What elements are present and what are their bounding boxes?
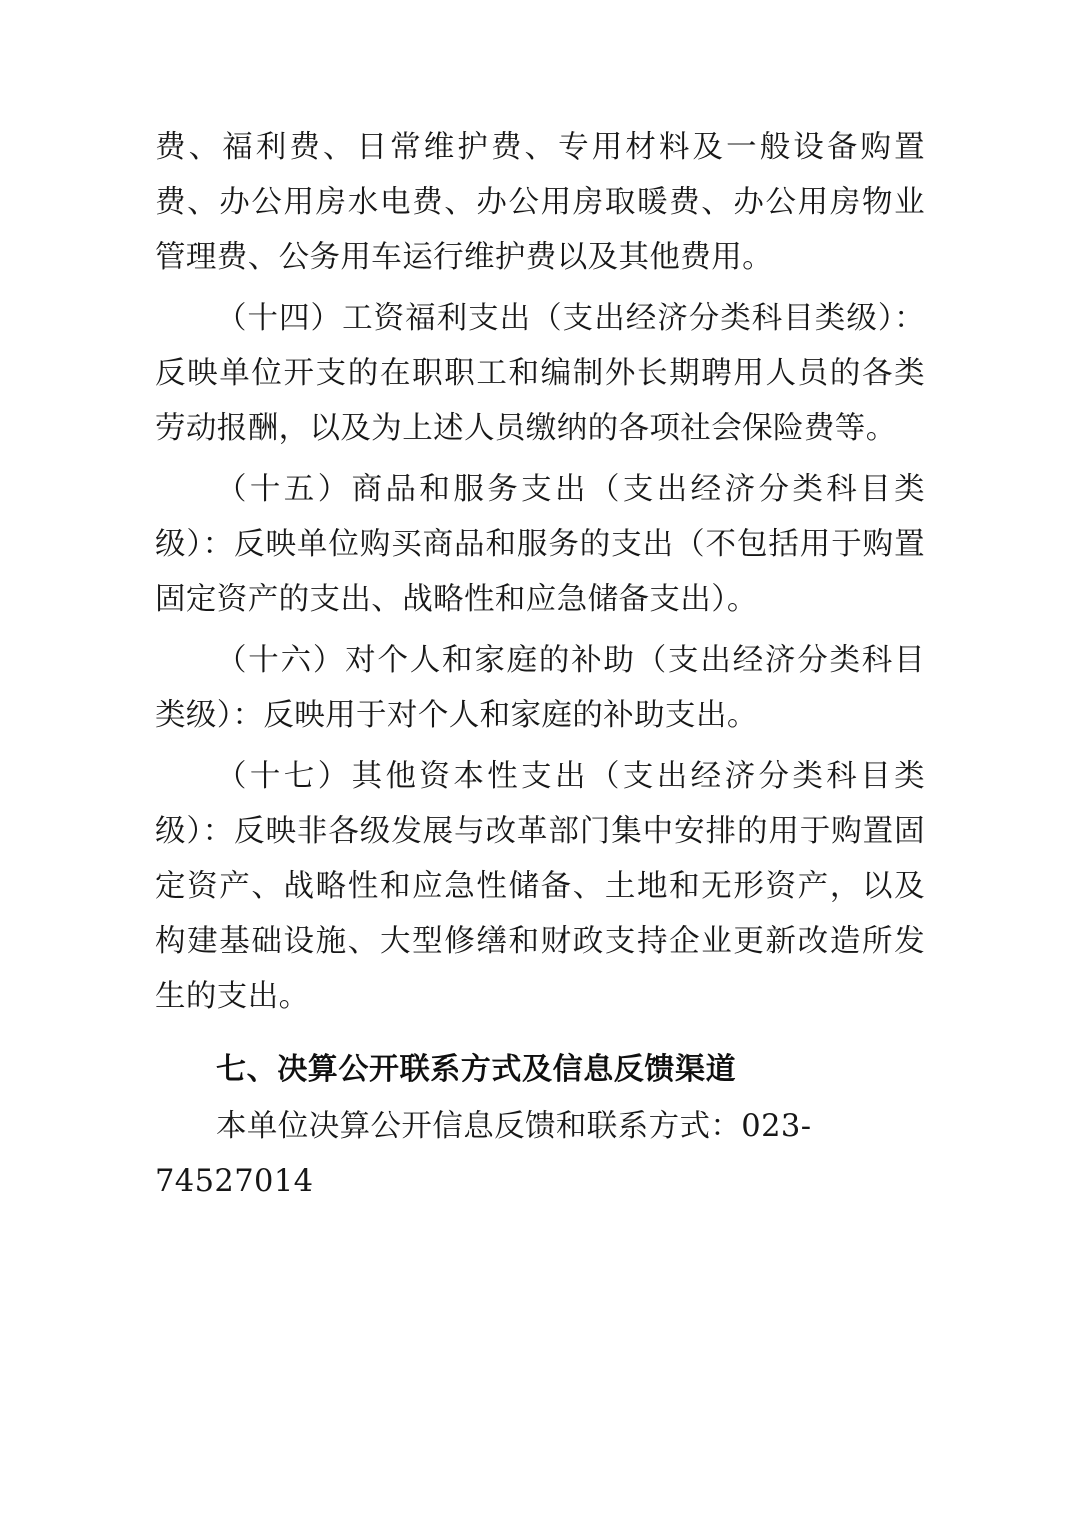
document-body bbox=[155, 120, 925, 1209]
section-heading-seven: 七、决算公开联系方式及信息反馈渠道 bbox=[216, 1052, 737, 1087]
paragraph-item-14: （十四）工资福利支出（支出经济分类科目类级）：反映单位开支的在职职工和编制外长期聘用人员的各类劳动报酬，以及为上述人员缴纳的各项社会保险费等。 bbox=[155, 301, 925, 446]
paragraph-item-15: （十五）商品和服务支出（支出经济分类科目类级）：反映单位购买商品和服务的支出（不包括用于购置固定资产的支出、战略性和应急储备支出）。 bbox=[155, 472, 925, 617]
paragraph-item-17: （十七）其他资本性支出（支出经济分类科目类级）：反映非各级发展与改革部门集中安排的用于购置固定资产、战略性和应急性储备、土地和无形资产，以及构建基础设施、大型修缮和财政支持企业更新改造所发生的支出。 bbox=[155, 759, 925, 1014]
paragraph-item-16: （十六）对个人和家庭的补助（支出经济分类科目类级）：反映用于对个人和家庭的补助支出。 bbox=[155, 643, 925, 733]
paragraph-continued-expense-list: 费、福利费、日常维护费、专用材料及一般设备购置费、办公用房水电费、办公用房取暖费、办公用房物业管理费、公务用车运行维护费以及其他费用。 bbox=[155, 130, 925, 275]
contact-information-line: 本单位决算公开信息反馈和联系方式：023-74527014 bbox=[155, 1109, 812, 1199]
